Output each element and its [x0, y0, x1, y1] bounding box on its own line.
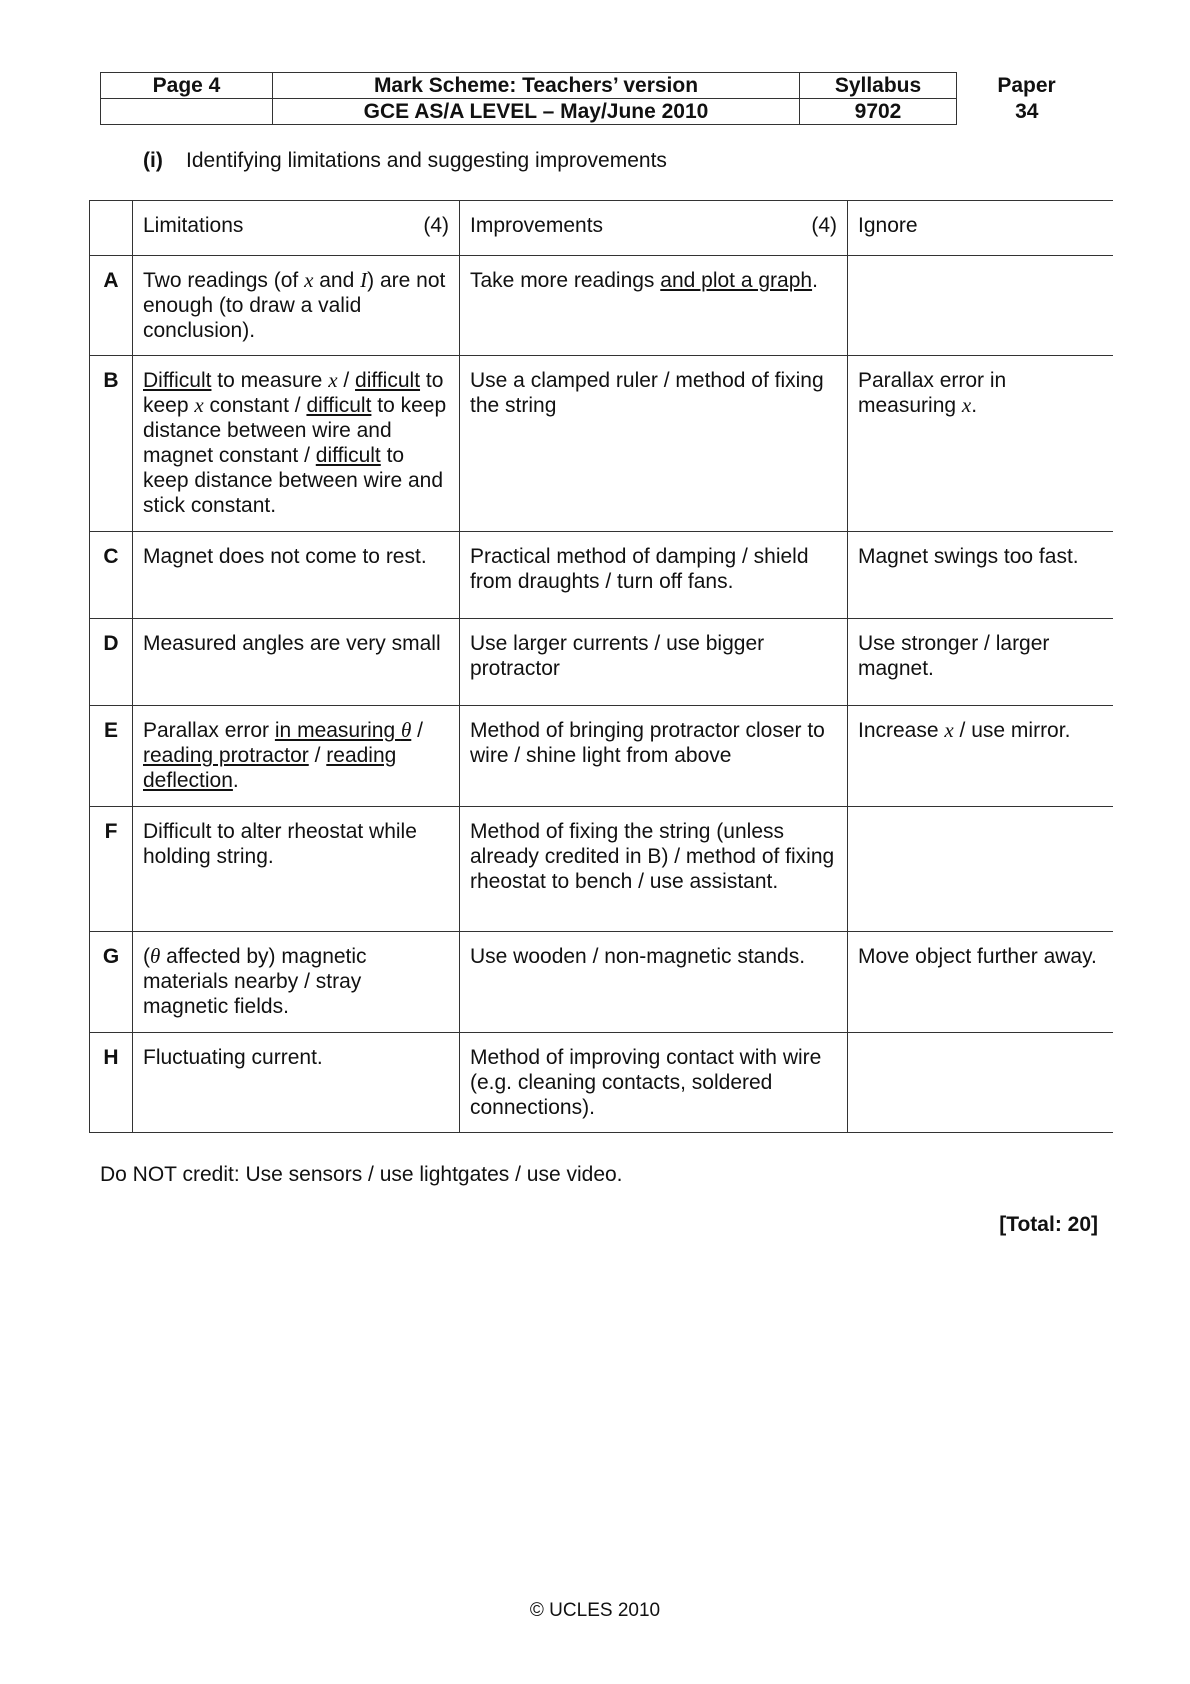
text: Parallax error in measuring: [858, 369, 1007, 417]
ignore-header: Ignore: [848, 201, 1113, 256]
table-header-row: [90, 201, 1113, 256]
scheme-title: Mark Scheme: Teachers’ version: [273, 73, 800, 99]
limitation-cell: Magnet does not come to rest.: [133, 532, 460, 619]
improvement-cell: Method of fixing the string (unless already credited in B) / method of fixing rheostat to bench / use assistant.: [460, 807, 848, 932]
underlined-text: difficult: [355, 369, 421, 392]
text: to keep distance between wire and magnet constant /: [143, 394, 447, 467]
syllabus-label: Syllabus: [800, 73, 957, 99]
header-empty-cell: [101, 99, 273, 125]
limitations-header-label: Limitations: [143, 214, 244, 237]
symbol: I: [360, 268, 368, 292]
improvements-header: [460, 201, 848, 256]
limitation-cell: [133, 706, 460, 807]
text: Take more readings: [470, 269, 661, 292]
symbol: x: [961, 393, 972, 417]
ignore-cell: [848, 356, 1113, 532]
do-not-credit-note: Do NOT credit: Use sensors / use lightgates / use video.: [100, 1163, 623, 1186]
text: /: [337, 369, 356, 392]
ignore-cell: Magnet swings too fast.: [848, 532, 1113, 619]
limitation-cell: [133, 932, 460, 1033]
table-row: [90, 256, 1113, 356]
ignore-cell: [848, 807, 1113, 932]
row-letter: D: [90, 619, 133, 706]
row-letter: A: [90, 256, 133, 356]
underlined-text: difficult: [315, 444, 381, 467]
improvements-header-label: Improvements: [470, 214, 604, 237]
underlined-text: and plot a graph: [660, 269, 813, 292]
theta-symbol: θ: [150, 944, 161, 968]
syllabus-code: 9702: [800, 99, 957, 125]
row-letter: E: [90, 706, 133, 807]
text: to keep: [143, 369, 444, 417]
limitation-cell: Fluctuating current.: [133, 1033, 460, 1133]
underlined-text: [275, 719, 411, 742]
text: .: [812, 269, 818, 292]
limitation-cell: [133, 256, 460, 356]
limitations-table: [89, 200, 1113, 1133]
underlined-text: difficult: [306, 394, 372, 417]
text: affected by) magnetic materials nearby / stray magnetic fields.: [143, 945, 367, 1018]
ignore-cell: [848, 256, 1113, 356]
limitation-cell: Difficult to alter rheostat while holding string.: [133, 807, 460, 932]
table-row: [90, 932, 1113, 1033]
header-table: [100, 72, 1097, 125]
text: /: [308, 744, 327, 767]
paper-number: 34: [1015, 99, 1039, 123]
text: (: [143, 945, 150, 968]
underlined-text: reading protractor: [143, 744, 309, 767]
text: Increase: [858, 719, 945, 742]
improvements-marks: (4): [811, 214, 837, 237]
exam-title: GCE AS/A LEVEL – May/June 2010: [273, 99, 800, 125]
improvement-cell: [460, 256, 848, 356]
page-label: Page 4: [101, 73, 273, 99]
row-letter: F: [90, 807, 133, 932]
text: to measure: [211, 369, 329, 392]
symbol: x: [328, 368, 338, 392]
copyright: © UCLES 2010: [529, 1600, 661, 1621]
text: / use mirror.: [953, 719, 1071, 742]
improvement-cell: Use a clamped ruler / method of fixing the string: [460, 356, 848, 532]
table-row: [90, 1033, 1113, 1133]
paper-label: Paper: [997, 73, 1056, 97]
table-row: [90, 619, 1113, 706]
text: /: [411, 719, 423, 742]
section-number: (i): [143, 149, 163, 172]
symbol: x: [944, 718, 954, 742]
limitations-marks: (4): [423, 214, 449, 237]
text: Parallax error: [143, 719, 275, 742]
underlined-text: reading deflection: [143, 744, 397, 792]
text: .: [971, 394, 978, 417]
theta-symbol: θ: [400, 718, 412, 742]
table-row: [90, 807, 1113, 932]
symbol: x: [194, 393, 204, 417]
improvement-cell: Use larger currents / use bigger protractor: [460, 619, 848, 706]
section-title: Identifying limitations and suggesting improvements: [186, 149, 667, 172]
ignore-cell: [848, 706, 1113, 807]
text: ) are not enough (to draw a valid conclusion).: [143, 269, 446, 342]
limitation-cell: Measured angles are very small: [133, 619, 460, 706]
text: and: [313, 269, 361, 292]
limitations-header: [133, 201, 460, 256]
improvement-cell: Method of improving contact with wire (e.g. cleaning contacts, soldered connections).: [460, 1033, 848, 1133]
letter-header-cell: [90, 201, 133, 256]
row-letter: B: [90, 356, 133, 532]
text: to keep distance between wire and stick constant.: [143, 444, 444, 517]
improvement-cell: Method of bringing protractor closer to wire / shine light from above: [460, 706, 848, 807]
table-row: [90, 706, 1113, 807]
row-letter: G: [90, 932, 133, 1033]
limitation-cell: [133, 356, 460, 532]
ignore-cell: Move object further away.: [848, 932, 1113, 1033]
ignore-cell: Use stronger / larger magnet.: [848, 619, 1113, 706]
section-heading: [143, 149, 667, 173]
text: in measuring: [274, 719, 401, 742]
text: .: [232, 769, 239, 792]
text: Two readings (of: [143, 269, 305, 292]
row-letter: H: [90, 1033, 133, 1133]
row-letter: C: [90, 532, 133, 619]
table-row: [90, 356, 1113, 532]
total-marks: [Total: 20]: [999, 1213, 1098, 1236]
symbol: x: [304, 268, 314, 292]
improvement-cell: Practical method of damping / shield from draughts / turn off fans.: [460, 532, 848, 619]
table-row: [90, 532, 1113, 619]
improvement-cell: Use wooden / non-magnetic stands.: [460, 932, 848, 1033]
ignore-cell: [848, 1033, 1113, 1133]
text: constant /: [203, 394, 307, 417]
underlined-text: Difficult: [143, 369, 212, 392]
